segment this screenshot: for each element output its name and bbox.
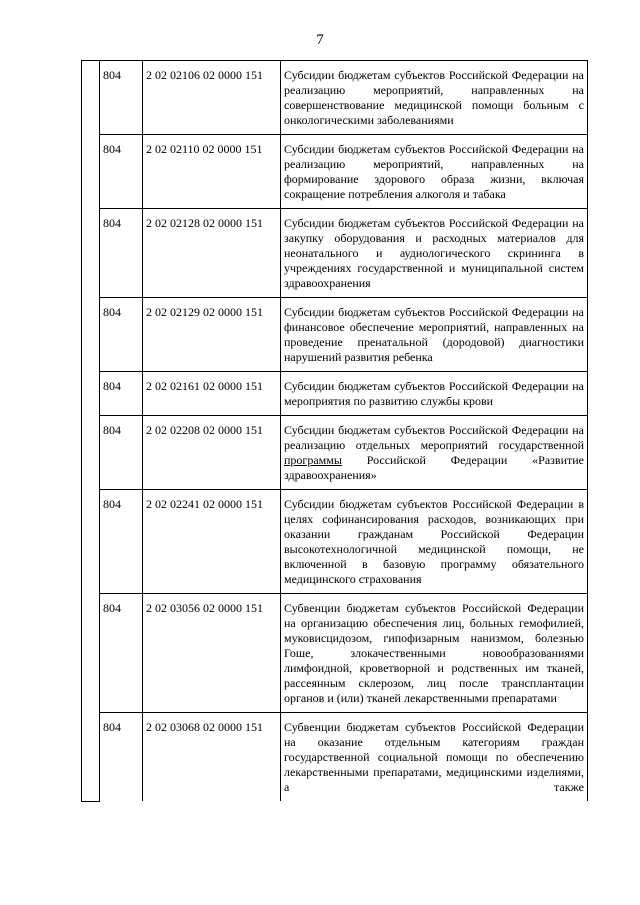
- admin-code-cell: 804: [100, 298, 143, 372]
- admin-code-cell: 804: [100, 135, 143, 209]
- table-row: [82, 713, 588, 802]
- table-row: [82, 298, 588, 372]
- blank-column: [82, 61, 100, 802]
- admin-code-cell: 804: [100, 61, 143, 135]
- revenue-code-cell: 2 02 02110 02 0000 151: [143, 135, 281, 209]
- admin-code-cell: 804: [100, 372, 143, 416]
- table-row: [82, 135, 588, 209]
- table-row: [82, 416, 588, 490]
- revenue-name-cell: Субвенции бюджетам субъектов Российской Федерации на оказание отдельным категориям граждан государственной социальной помощи по обеспечению лекарственными препаратами, медицинскими изделиями, а также: [281, 713, 588, 802]
- revenue-code-cell: 2 02 02208 02 0000 151: [143, 416, 281, 490]
- table-row: [82, 372, 588, 416]
- revenue-code-cell: 2 02 02106 02 0000 151: [143, 61, 281, 135]
- name-text-before: Субсидии бюджетам субъектов Российской Федерации на реализацию отдельных мероприятий государственной: [284, 423, 584, 452]
- admin-code-cell: 804: [100, 209, 143, 298]
- revenue-code-cell: 2 02 02241 02 0000 151: [143, 490, 281, 594]
- program-link[interactable]: программы: [284, 453, 342, 467]
- revenue-name-cell: Субсидии бюджетам субъектов Российской Федерации на финансовое обеспечение мероприятий, направленных на проведение пренатальной (дородовой) диагностики нарушений развития ребенка: [281, 298, 588, 372]
- revenue-name-cell: [281, 416, 588, 490]
- table-row: [82, 209, 588, 298]
- revenue-code-cell: 2 02 02128 02 0000 151: [143, 209, 281, 298]
- revenue-code-cell: 2 02 03068 02 0000 151: [143, 713, 281, 802]
- budget-revenue-table: [81, 60, 588, 802]
- table-row: [82, 490, 588, 594]
- revenue-name-cell: Субсидии бюджетам субъектов Российской Федерации на мероприятия по развитию службы крови: [281, 372, 588, 416]
- name-text-after: Российской Федерации «Развитие здравоохранения»: [284, 453, 584, 482]
- admin-code-cell: 804: [100, 416, 143, 490]
- revenue-code-cell: 2 02 02161 02 0000 151: [143, 372, 281, 416]
- revenue-code-cell: 2 02 03056 02 0000 151: [143, 594, 281, 713]
- admin-code-cell: 804: [100, 490, 143, 594]
- revenue-code-cell: 2 02 02129 02 0000 151: [143, 298, 281, 372]
- admin-code-cell: 804: [100, 594, 143, 713]
- revenue-name-cell: Субсидии бюджетам субъектов Российской Федерации на закупку оборудования и расходных материалов для неонатального и аудиологического скрининга в учреждениях государственной и муниципальной систем здравоохранения: [281, 209, 588, 298]
- page-number: 7: [316, 32, 324, 48]
- admin-code-cell: 804: [100, 713, 143, 802]
- revenue-name-cell: Субсидии бюджетам субъектов Российской Федерации на реализацию мероприятий, направленных на совершенствование медицинской помощи больным с онкологическими заболеваниями: [281, 61, 588, 135]
- table-row: [82, 61, 588, 135]
- revenue-name-cell: Субсидии бюджетам субъектов Российской Федерации на реализацию мероприятий, направленных на формирование здорового образа жизни, включая сокращение потребления алкоголя и табака: [281, 135, 588, 209]
- table-row: [82, 594, 588, 713]
- revenue-name-cell: Субвенции бюджетам субъектов Российской Федерации на организацию обеспечения лиц, больных гемофилией, муковисцидозом, гипофизарным нанизмом, болезнью Гоше, злокачественными новообразованиями лимфоидной, кроветворной и родственных им тканей, рассеянным склерозом, лиц после трансплантации органов и (или) тканей лекарственными препаратами: [281, 594, 588, 713]
- revenue-name-cell: Субсидии бюджетам субъектов Российской Федерации в целях софинансирования расходов, возникающих при оказании гражданам Российской Федерации высокотехнологичной медицинской помощи, не включенной в базовую программу обязательного медицинского страхования: [281, 490, 588, 594]
